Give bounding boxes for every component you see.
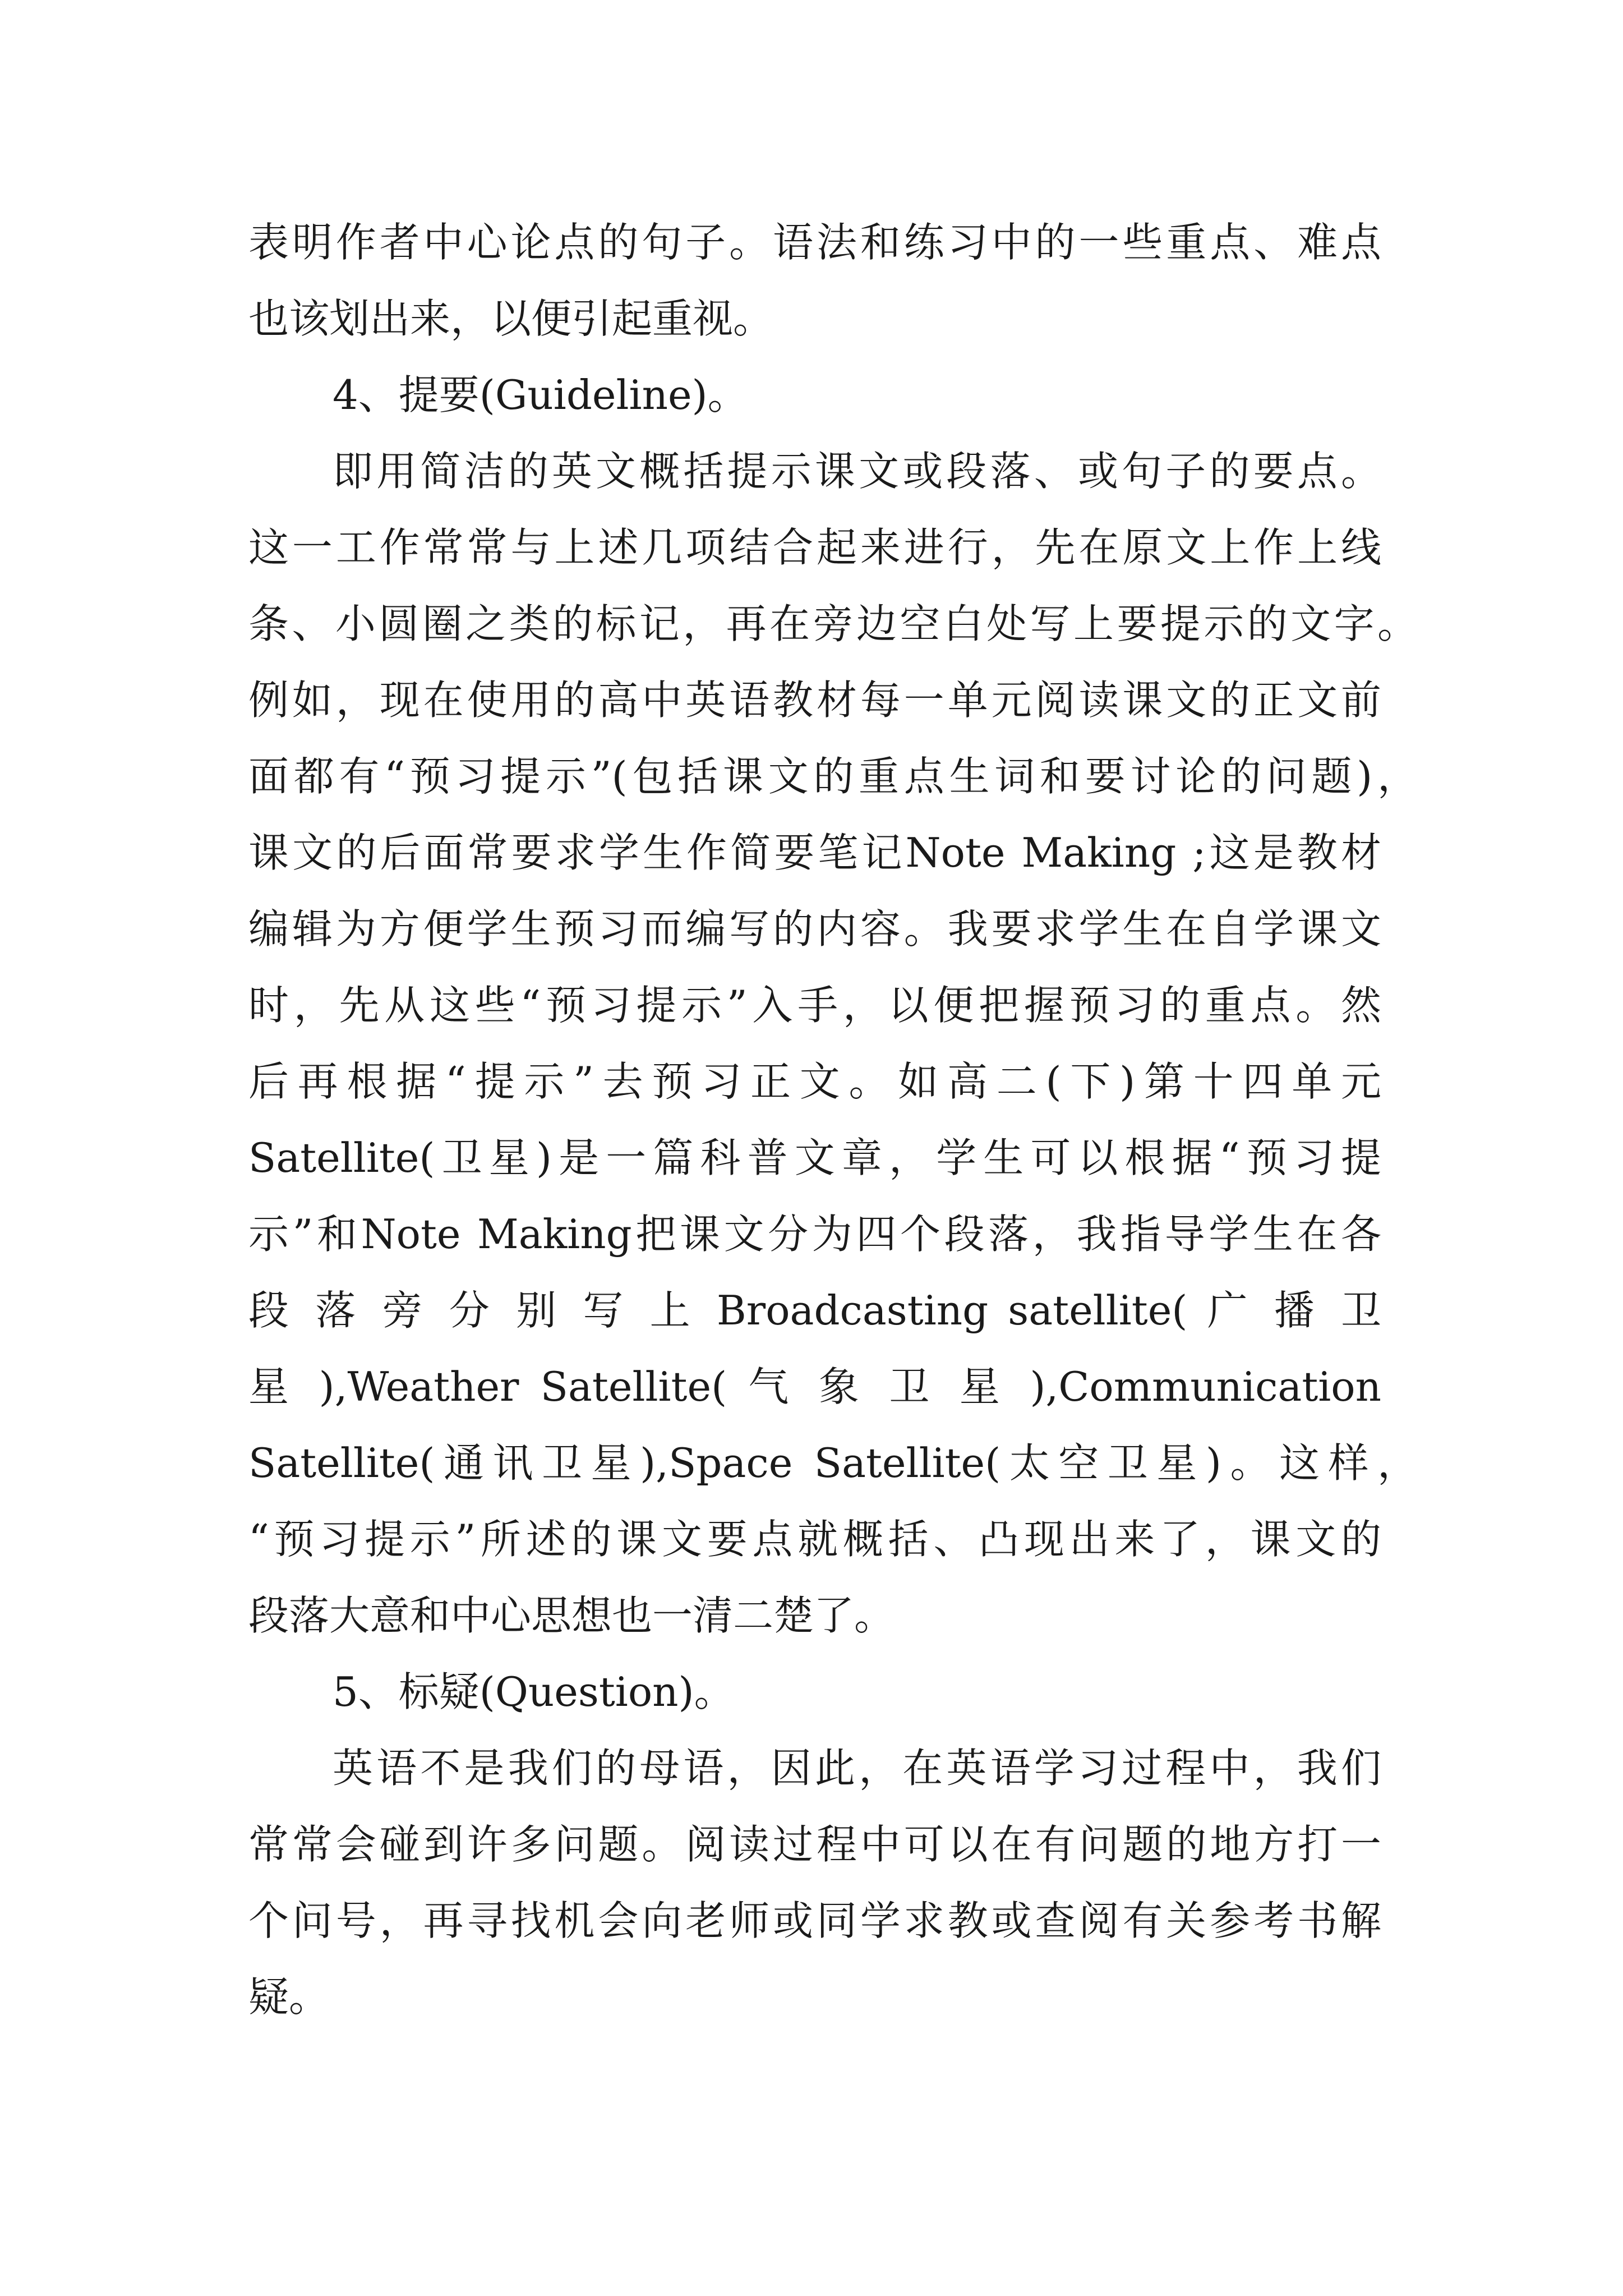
section-heading-guideline: 4、提要(Guideline)。: [333, 371, 748, 418]
text-line: 面都有“预习提示”(包括课文的重点生词和要讨论的问题)，: [248, 753, 1418, 800]
text-line: 这一工作常常与上述几项结合起来进行，先在原文上作上线: [248, 524, 1381, 571]
text-line: Satellite(卫星)是一篇科普文章，学生可以根据“预习提: [248, 1134, 1381, 1181]
text-line: 个问号，再寻找机会向老师或同学求教或查阅有关参考书解: [248, 1897, 1381, 1944]
text-line: 课文的后面常要求学生作简要笔记Note Making ;这是教材: [248, 829, 1381, 876]
text-line: 英语不是我们的母语，因此，在英语学习过程中，我们: [333, 1745, 1381, 1792]
text-line: 段落大意和中心思想也一清二楚了。: [248, 1592, 895, 1639]
text-line: 即用简洁的英文概括提示课文或段落、或句子的要点。: [333, 448, 1381, 495]
text-line: 时，先从这些“预习提示”入手，以便把握预习的重点。然: [248, 982, 1381, 1029]
text-line: 疑。: [248, 1973, 330, 2021]
text-line: 表明作者中心论点的句子。语法和练习中的一些重点、难点: [248, 219, 1381, 266]
text-line: “预习提示”所述的课文要点就概括、凸现出来了，课文的: [248, 1516, 1381, 1563]
text-line: 条、小圆圈之类的标记，再在旁边空白处写上要提示的文字。: [248, 600, 1418, 647]
text-line: 后再根据“提示”去预习正文。如高二(下)第十四单元: [248, 1058, 1381, 1105]
text-line: 常常会碰到许多问题。阅读过程中可以在有问题的地方打一: [248, 1821, 1381, 1868]
text-line: Satellite(通讯卫星),Space Satellite(太空卫星)。这样，: [248, 1439, 1418, 1487]
text-line: 例如，现在使用的高中英语教材每一单元阅读课文的正文前: [248, 677, 1381, 724]
text-line: 段 落 旁 分 别 写 上 Broadcasting satellite( 广 播 卫: [248, 1287, 1381, 1334]
text-line: 也该划出来，以便引起重视。: [248, 295, 774, 342]
text-line: 编辑为方便学生预习而编写的内容。我要求学生在自学课文: [248, 905, 1381, 953]
text-line: 星 ),Weather Satellite( 气 象 卫 星 ),Communication: [248, 1363, 1381, 1410]
section-heading-question: 5、标疑(Question)。: [333, 1668, 735, 1715]
text-line: 示”和Note Making把课文分为四个段落，我指导学生在各: [248, 1211, 1381, 1258]
